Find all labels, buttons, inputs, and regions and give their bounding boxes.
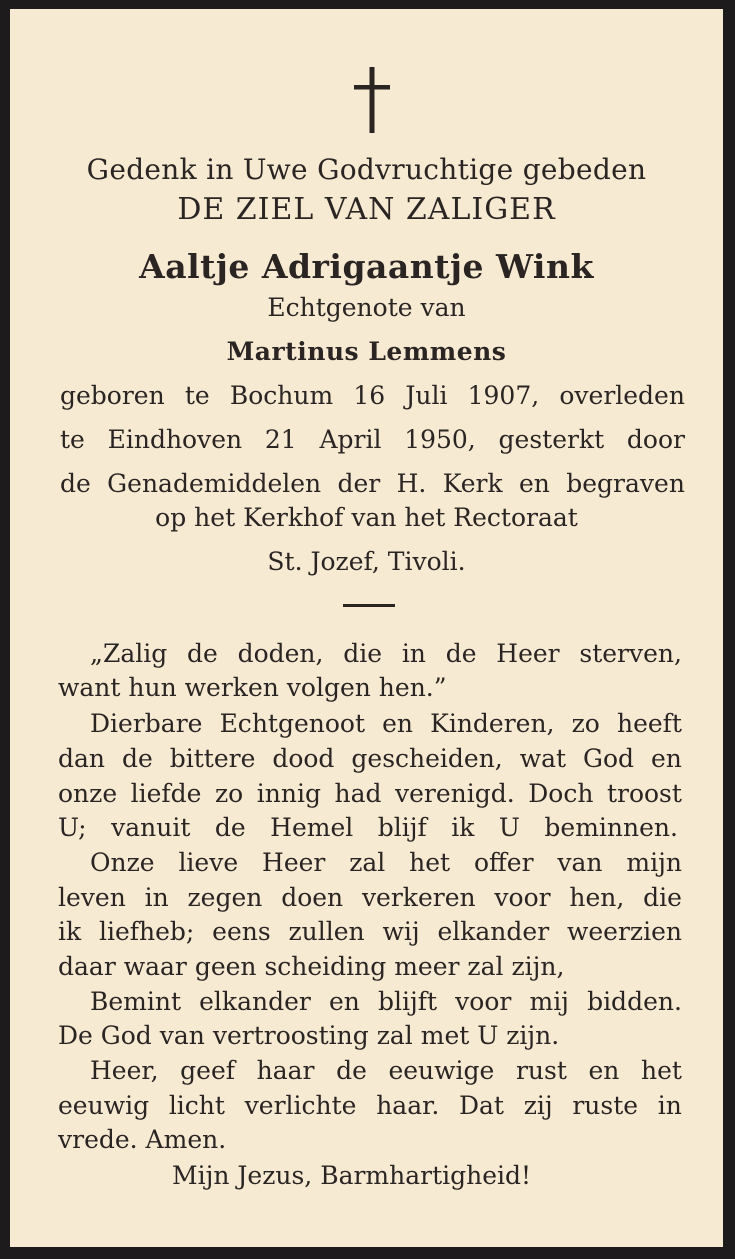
word: U — [498, 813, 520, 842]
word: te — [60, 425, 85, 454]
word: geef — [180, 1056, 235, 1085]
word: God — [583, 744, 635, 773]
word: begraven — [566, 469, 685, 498]
word: Hemel — [270, 813, 354, 842]
word: Kerk — [442, 469, 503, 498]
word: blijf — [377, 813, 427, 842]
paragraph-1-line-3 — [58, 781, 682, 806]
word: onze — [58, 779, 118, 808]
memorial-card — [10, 9, 723, 1247]
word: in — [401, 639, 426, 668]
word: geboren — [60, 381, 165, 410]
word: wij — [382, 917, 420, 946]
bio-line-5: St. Jozef, Tivoli. — [267, 547, 466, 576]
word: ik — [451, 813, 475, 842]
word: mijn — [626, 848, 682, 877]
word: troost — [606, 779, 682, 808]
word: Heer — [262, 848, 326, 877]
word: de — [60, 469, 91, 498]
prayer-request-line: Gedenk in Uwe Godvruchtige gebeden — [86, 153, 647, 186]
quote-line-1 — [90, 641, 682, 666]
word: en — [588, 1056, 620, 1085]
word: eeuwige — [388, 1056, 495, 1085]
word: zal — [349, 848, 386, 877]
word: zij — [523, 1091, 553, 1120]
word: doen — [281, 883, 344, 912]
word: doden, — [237, 639, 324, 668]
word: Bochum — [229, 381, 334, 410]
word: Juli — [405, 381, 448, 410]
word: en — [518, 469, 550, 498]
word: der — [337, 469, 381, 498]
word: gesterkt — [498, 425, 605, 454]
word: 21 — [264, 425, 297, 454]
word: liefheb; — [98, 917, 195, 946]
word: 1950, — [404, 425, 476, 454]
word: voor — [494, 883, 551, 912]
word: het — [640, 1056, 682, 1085]
paragraph-1-line-2 — [58, 746, 682, 771]
deceased-name: Aaltje Adrigaantje Wink — [139, 247, 594, 286]
spouse-label: Echtgenote van — [267, 293, 466, 322]
word: haar — [256, 1056, 315, 1085]
paragraph-4-line-1 — [90, 1058, 682, 1083]
word: H. — [396, 469, 427, 498]
soul-of-line: DE ZIEL VAN ZALIGER — [177, 192, 556, 227]
word: de — [445, 639, 477, 668]
word: offer — [473, 848, 534, 877]
word: Heer, — [90, 1056, 159, 1085]
paragraph-2-line-4: daar waar geen scheiding meer zal zijn, — [58, 952, 565, 981]
word: „Zalig — [90, 639, 168, 668]
paragraph-3-line-2: De God van vertroosting zal met U zijn. — [58, 1021, 560, 1050]
word: van — [557, 848, 603, 877]
word: vanuit — [111, 813, 191, 842]
word: gescheiden, — [351, 744, 503, 773]
word: haar. — [376, 1091, 440, 1120]
word: 16 — [353, 381, 386, 410]
word: Doch — [528, 779, 594, 808]
word: had — [334, 779, 382, 808]
cross-icon — [352, 67, 392, 133]
word: de — [121, 744, 153, 773]
word: innig — [256, 779, 321, 808]
word: zegen — [187, 883, 263, 912]
word: Dierbare — [90, 709, 203, 738]
word: 1907, — [467, 381, 540, 410]
bio-line-4: op het Kerkhof van het Rectoraat — [155, 503, 578, 532]
word: verlichte — [244, 1091, 357, 1120]
word: elkander — [437, 917, 550, 946]
word: overleden — [559, 381, 685, 410]
word: Dat — [458, 1091, 504, 1120]
word: Echtgenoot — [219, 709, 366, 738]
divider — [343, 604, 395, 607]
word: Onze — [90, 848, 155, 877]
word: en — [328, 987, 360, 1016]
word: mij — [529, 987, 569, 1016]
word: lieve — [178, 848, 239, 877]
word: die — [643, 883, 682, 912]
word: en — [382, 709, 414, 738]
word: verkeren — [361, 883, 476, 912]
word: het — [409, 848, 451, 877]
word: Kinderen, — [430, 709, 555, 738]
word: heeft — [616, 709, 682, 738]
word: licht — [168, 1091, 225, 1120]
quote-line-2: want hun werken volgen hen.” — [58, 673, 447, 702]
bio-line-3 — [60, 471, 685, 496]
paragraph-4-line-2 — [58, 1093, 682, 1118]
paragraph-1-line-1 — [90, 711, 682, 736]
word: zullen — [288, 917, 365, 946]
bio-line-2 — [60, 427, 685, 452]
word: in — [144, 883, 169, 912]
word: in — [657, 1091, 682, 1120]
word: zo — [215, 779, 244, 808]
closing-prayer: Mijn Jezus, Barmhartigheid! — [172, 1161, 532, 1190]
word: de — [214, 813, 246, 842]
word: rust — [515, 1056, 567, 1085]
word: die — [343, 639, 383, 668]
word: voor — [455, 987, 512, 1016]
word: ruste — [572, 1091, 639, 1120]
word: en — [651, 744, 682, 773]
word: ik — [58, 917, 82, 946]
word: de — [187, 639, 218, 668]
word: hen, — [569, 883, 625, 912]
word: Bemint — [90, 987, 182, 1016]
word: elkander — [199, 987, 311, 1016]
word: blijft — [378, 987, 438, 1016]
word: April — [319, 425, 382, 454]
word: liefde — [130, 779, 202, 808]
word: door — [626, 425, 685, 454]
word: zo — [571, 709, 600, 738]
paragraph-2-line-1 — [90, 850, 682, 875]
word: bidden. — [587, 987, 682, 1016]
paragraph-1-line-4 — [58, 815, 678, 840]
word: te — [184, 381, 210, 410]
word: eeuwig — [58, 1091, 150, 1120]
word: dood — [272, 744, 335, 773]
paragraph-4-line-3: vrede. Amen. — [58, 1125, 227, 1154]
word: Eindhoven — [107, 425, 243, 454]
word: beminnen. — [544, 813, 678, 842]
word: Heer — [496, 639, 560, 668]
word: eens — [212, 917, 271, 946]
word: sterven, — [579, 639, 682, 668]
word: dan — [58, 744, 106, 773]
word: Genademiddelen — [107, 469, 322, 498]
spouse-name: Martinus Lemmens — [226, 337, 507, 366]
paragraph-3-line-1 — [90, 989, 682, 1014]
bio-line-1 — [60, 383, 685, 408]
word: bittere — [169, 744, 256, 773]
paragraph-2-line-2 — [58, 885, 682, 910]
word: weerzien — [566, 917, 682, 946]
word: leven — [58, 883, 126, 912]
paragraph-2-line-3 — [58, 919, 682, 944]
word: wat — [519, 744, 567, 773]
word: U; — [58, 813, 87, 842]
word: verenigd. — [395, 779, 515, 808]
word: de — [336, 1056, 367, 1085]
